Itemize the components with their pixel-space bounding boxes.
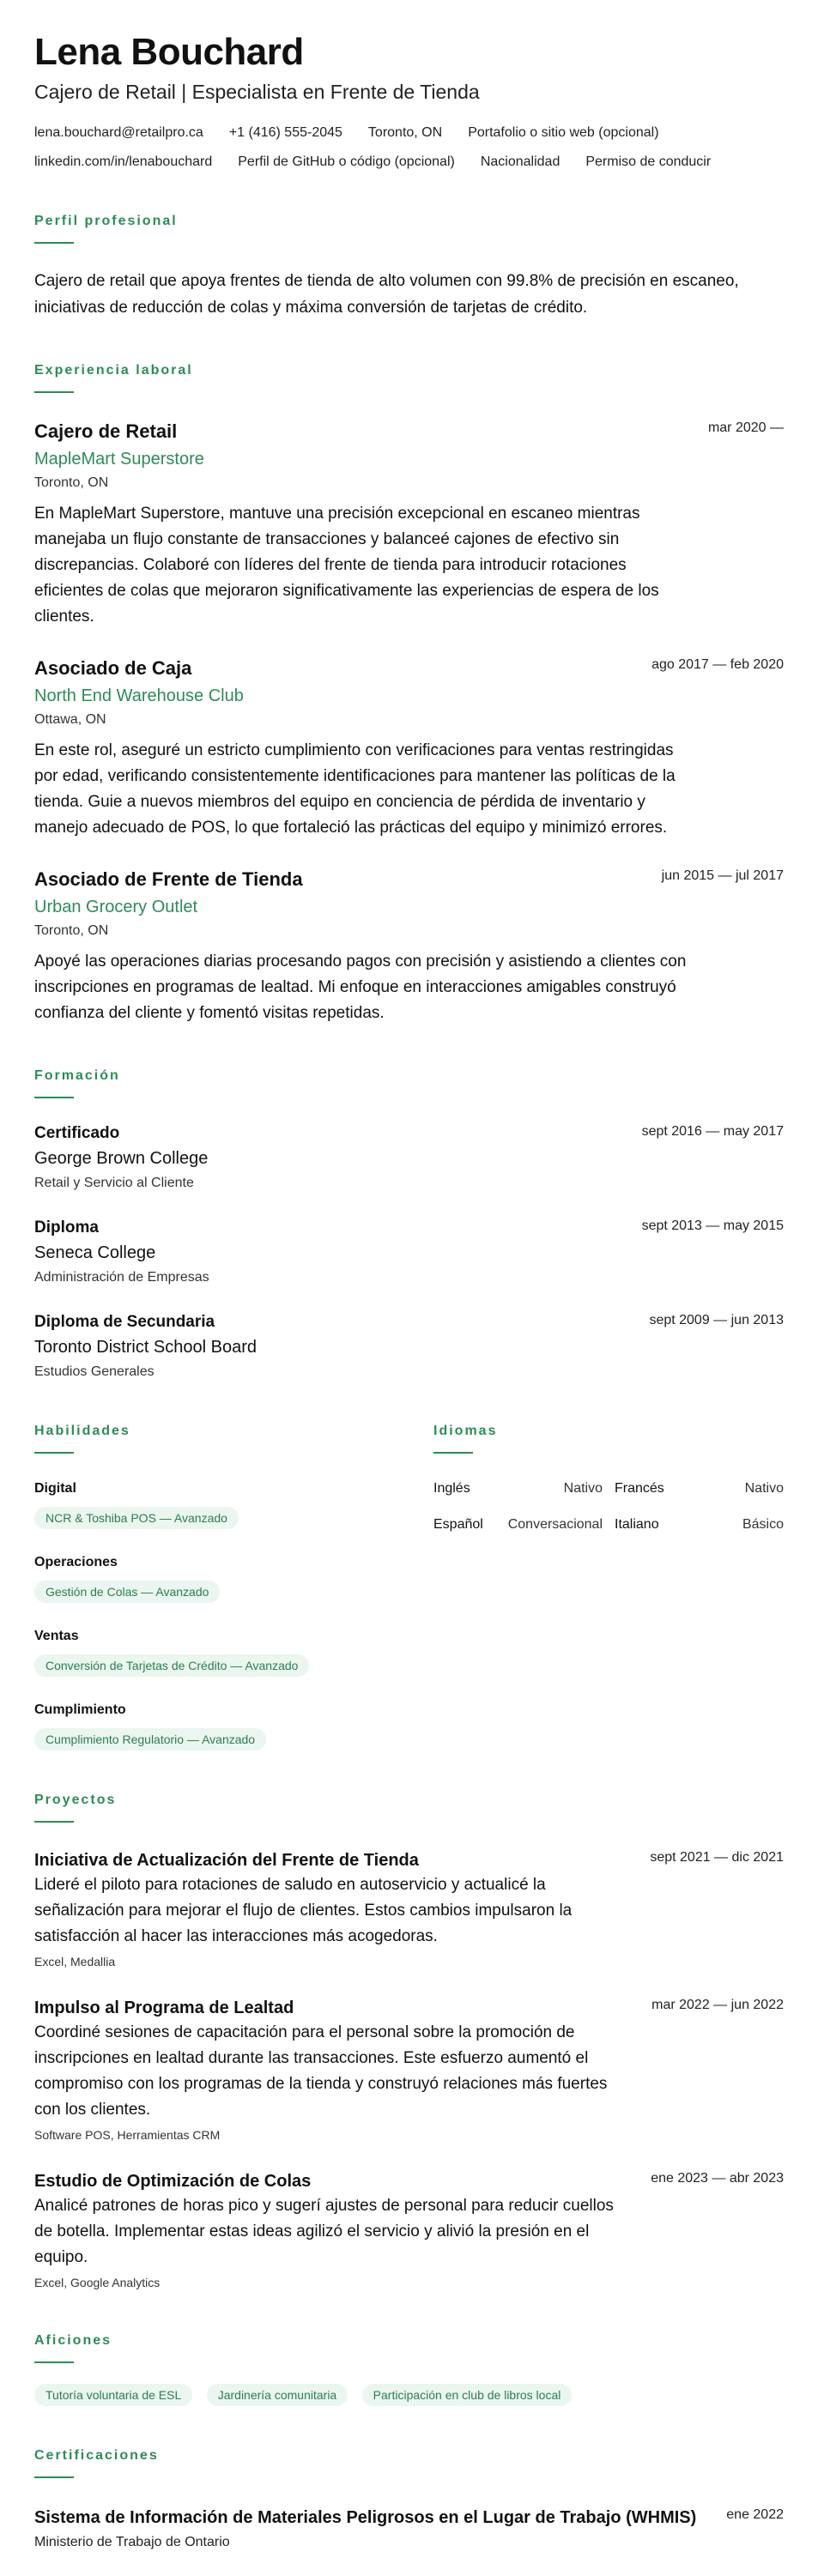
hobby-chip: Tutoría voluntaria de ESL [34, 2384, 192, 2406]
candidate-name: Lena Bouchard [34, 31, 304, 73]
job-dates: ago 2017 — feb 2020 [651, 657, 784, 672]
experience-item [34, 656, 784, 841]
language-item [615, 1479, 784, 1498]
project-item [34, 1848, 784, 1970]
job-description: En este rol, aseguré un estricto cumplimiento con verificaciones para ventas restringidas por edad, verificando consistentemente identificaciones para mantener las políticas de la tienda. Guie a nuevos miembros del equipo en conciencia de pérdida de inventario y manejo adecuado de POS, lo que fortaleció las prácticas del equipo y minimizó errores. [34, 741, 676, 837]
skill-category-label: Cumplimiento [34, 1702, 126, 1717]
language-level: Nativo [744, 1481, 784, 1496]
education-dates: sept 2016 — may 2017 [641, 1124, 784, 1139]
project-description: Analicé patrones de horas pico y sugerí ajustes de personal para reducir cuellos de botella. Implementar estas ideas agilizó el servicio y alivió la presión en el equipo. [34, 2197, 614, 2266]
project-description: Coordiné sesiones de capacitación para el personal sobre la promoción de inscripciones en lealtad durante las transacciones. Este esfuerzo aumentó el compromiso con los programas de la tienda y construyó relaciones más fuertes con los clientes. [34, 2023, 608, 2119]
job-company: MapleMart Superstore [34, 450, 204, 469]
job-description: En MapleMart Superstore, mantuve una precisión excepcional en escaneo mientras manejaba un flujo constante de transacciones y balanceé cajones de efectivo sin discrepancias. Colaboré con líderes del frente de tienda para introducir rotaciones eficientes de colas que mejoraron significativamente las experiencias de espera de los clientes. [34, 505, 659, 626]
section-divider [433, 1452, 473, 1454]
language-name: Francés [615, 1481, 664, 1496]
section-title: Perfil profesional [34, 214, 178, 228]
resume-header [34, 31, 784, 172]
education-degree: Diploma de Secundaria [34, 1313, 215, 1331]
contact-driving-license: Permiso de conducir [585, 154, 712, 169]
education-item [34, 1122, 784, 1193]
education-field: Retail y Servicio al Cliente [34, 1176, 194, 1190]
section-divider [34, 2361, 74, 2363]
project-title: Estudio de Optimización de Colas [34, 2172, 312, 2191]
education-item [34, 1311, 784, 1382]
section-title: Experiencia laboral [34, 363, 193, 378]
language-name: Español [433, 1517, 483, 1532]
project-tools: Excel, Google Analytics [34, 2276, 161, 2289]
language-level: Nativo [563, 1481, 603, 1496]
hobby-chip: Jardinería comunitaria [207, 2384, 348, 2406]
job-location: Toronto, ON [34, 475, 109, 490]
contact-list [34, 124, 784, 172]
education-dates: sept 2013 — may 2015 [641, 1218, 784, 1233]
education-dates: sept 2009 — jun 2013 [649, 1313, 784, 1327]
language-item [433, 1479, 603, 1498]
skill-category-label: Ventas [34, 1629, 79, 1643]
section-title: Habilidades [34, 1424, 130, 1438]
certifications-section [34, 2447, 784, 2552]
section-divider [34, 1452, 74, 1454]
language-level: Básico [742, 1517, 784, 1532]
skill-category-label: Digital [34, 1481, 76, 1496]
project-tools: Software POS, Herramientas CRM [34, 2128, 221, 2142]
job-title: Asociado de Caja [34, 657, 192, 679]
hobby-chip: Participación en club de libros local [362, 2384, 573, 2406]
project-title: Impulso al Programa de Lealtad [34, 1999, 294, 2017]
contact-github[interactable]: Perfil de GitHub o código (opcional) [238, 154, 455, 169]
job-company: North End Warehouse Club [34, 686, 244, 705]
certification-name: Sistema de Información de Materiales Peligrosos en el Lugar de Trabajo (WHMIS) [34, 2508, 697, 2527]
skill-category-label: Operaciones [34, 1555, 118, 1569]
project-item [34, 1996, 784, 2144]
project-dates: mar 2022 — jun 2022 [651, 1998, 784, 2012]
job-title: Asociado de Frente de Tienda [34, 868, 303, 890]
project-description: Lideré el piloto para rotaciones de saludo en autoservicio y actualicé la señalización para mejorar el flujo de clientes. Estos cambios impulsaron la satisfacción al hacer las interacciones más acogedoras. [34, 1876, 573, 1945]
education-degree: Certificado [34, 1124, 120, 1142]
skills-languages-row [34, 1423, 784, 1751]
education-field: Estudios Generales [34, 1364, 155, 1379]
job-location: Ottawa, ON [34, 712, 106, 727]
hobbies-chips [34, 2375, 784, 2406]
section-title: Formación [34, 1068, 120, 1083]
candidate-headline: Cajero de Retail | Especialista en Frente de Tienda [34, 81, 480, 103]
contact-location: Toronto, ON [367, 125, 443, 140]
certification-date: ene 2022 [726, 2507, 784, 2522]
skill-chip: Conversión de Tarjetas de Crédito — Avanzado [34, 1654, 309, 1677]
language-item [433, 1515, 603, 1534]
education-degree: Diploma [34, 1218, 99, 1237]
projects-section [34, 1792, 784, 2291]
job-description: Apoyé las operaciones diarias procesando pagos con precisión y asistiendo a clientes con inscripciones en programas de lealtad. Mi enfoque en interacciones amigables construyó confianza del cliente y fomentó visitas repetidas. [34, 952, 687, 1022]
languages-section [433, 1423, 784, 1751]
section-title: Certificaciones [34, 2448, 159, 2463]
section-divider [34, 1821, 74, 1823]
job-company: Urban Grocery Outlet [34, 898, 198, 916]
section-divider [34, 242, 74, 244]
education-section [34, 1067, 784, 1382]
language-name: Inglés [433, 1481, 470, 1496]
skill-chip: Gestión de Colas — Avanzado [34, 1581, 220, 1603]
section-title: Aficiones [34, 2333, 112, 2348]
language-level: Conversacional [507, 1517, 603, 1532]
contact-nationality: Nacionalidad [480, 154, 560, 169]
hobbies-section [34, 2332, 784, 2406]
section-divider [34, 2476, 74, 2478]
language-item [615, 1515, 784, 1534]
education-field: Administración de Empresas [34, 1270, 209, 1285]
project-dates: ene 2023 — abr 2023 [651, 2171, 784, 2186]
contact-linkedin[interactable]: linkedin.com/in/lenabouchard [34, 154, 213, 169]
project-tools: Excel, Medallia [34, 1955, 116, 1968]
skill-chip: NCR & Toshiba POS — Avanzado [34, 1507, 239, 1529]
job-location: Toronto, ON [34, 923, 109, 938]
language-name: Italiano [615, 1517, 659, 1532]
experience-item [34, 867, 784, 1026]
section-title: Proyectos [34, 1793, 117, 1807]
project-item [34, 2169, 784, 2291]
contact-email[interactable]: lena.bouchard@retailpro.ca [34, 125, 203, 140]
section-title: Idiomas [433, 1424, 498, 1438]
experience-item [34, 419, 784, 630]
skill-chip: Cumplimiento Regulatorio — Avanzado [34, 1728, 266, 1751]
section-divider [34, 391, 74, 393]
job-dates: jun 2015 — jul 2017 [661, 868, 784, 883]
experience-section [34, 362, 784, 1026]
summary-text: Cajero de retail que apoya frentes de tienda de alto volumen con 99.8% de precisión en escaneo, iniciativas de reducción de colas y máxima conversión de tarjetas de crédito. [34, 272, 739, 317]
certification-issuer: Ministerio de Trabajo de Ontario [34, 2535, 230, 2549]
skills-section [34, 1423, 433, 1751]
job-dates: mar 2020 — [707, 420, 784, 435]
job-title: Cajero de Retail [34, 420, 178, 442]
project-title: Iniciativa de Actualización del Frente de Tienda [34, 1851, 419, 1870]
contact-portfolio[interactable]: Portafolio o sitio web (opcional) [468, 125, 659, 140]
section-divider [34, 1097, 74, 1098]
project-dates: sept 2021 — dic 2021 [650, 1850, 784, 1865]
certification-item [34, 2506, 784, 2552]
education-school: George Brown College [34, 1149, 209, 1168]
languages-grid [433, 1479, 784, 1534]
education-school: Toronto District School Board [34, 1338, 258, 1357]
education-item [34, 1217, 784, 1287]
contact-phone[interactable]: +1 (416) 555-2045 [228, 125, 342, 140]
summary-section [34, 213, 784, 321]
education-school: Seneca College [34, 1243, 156, 1262]
